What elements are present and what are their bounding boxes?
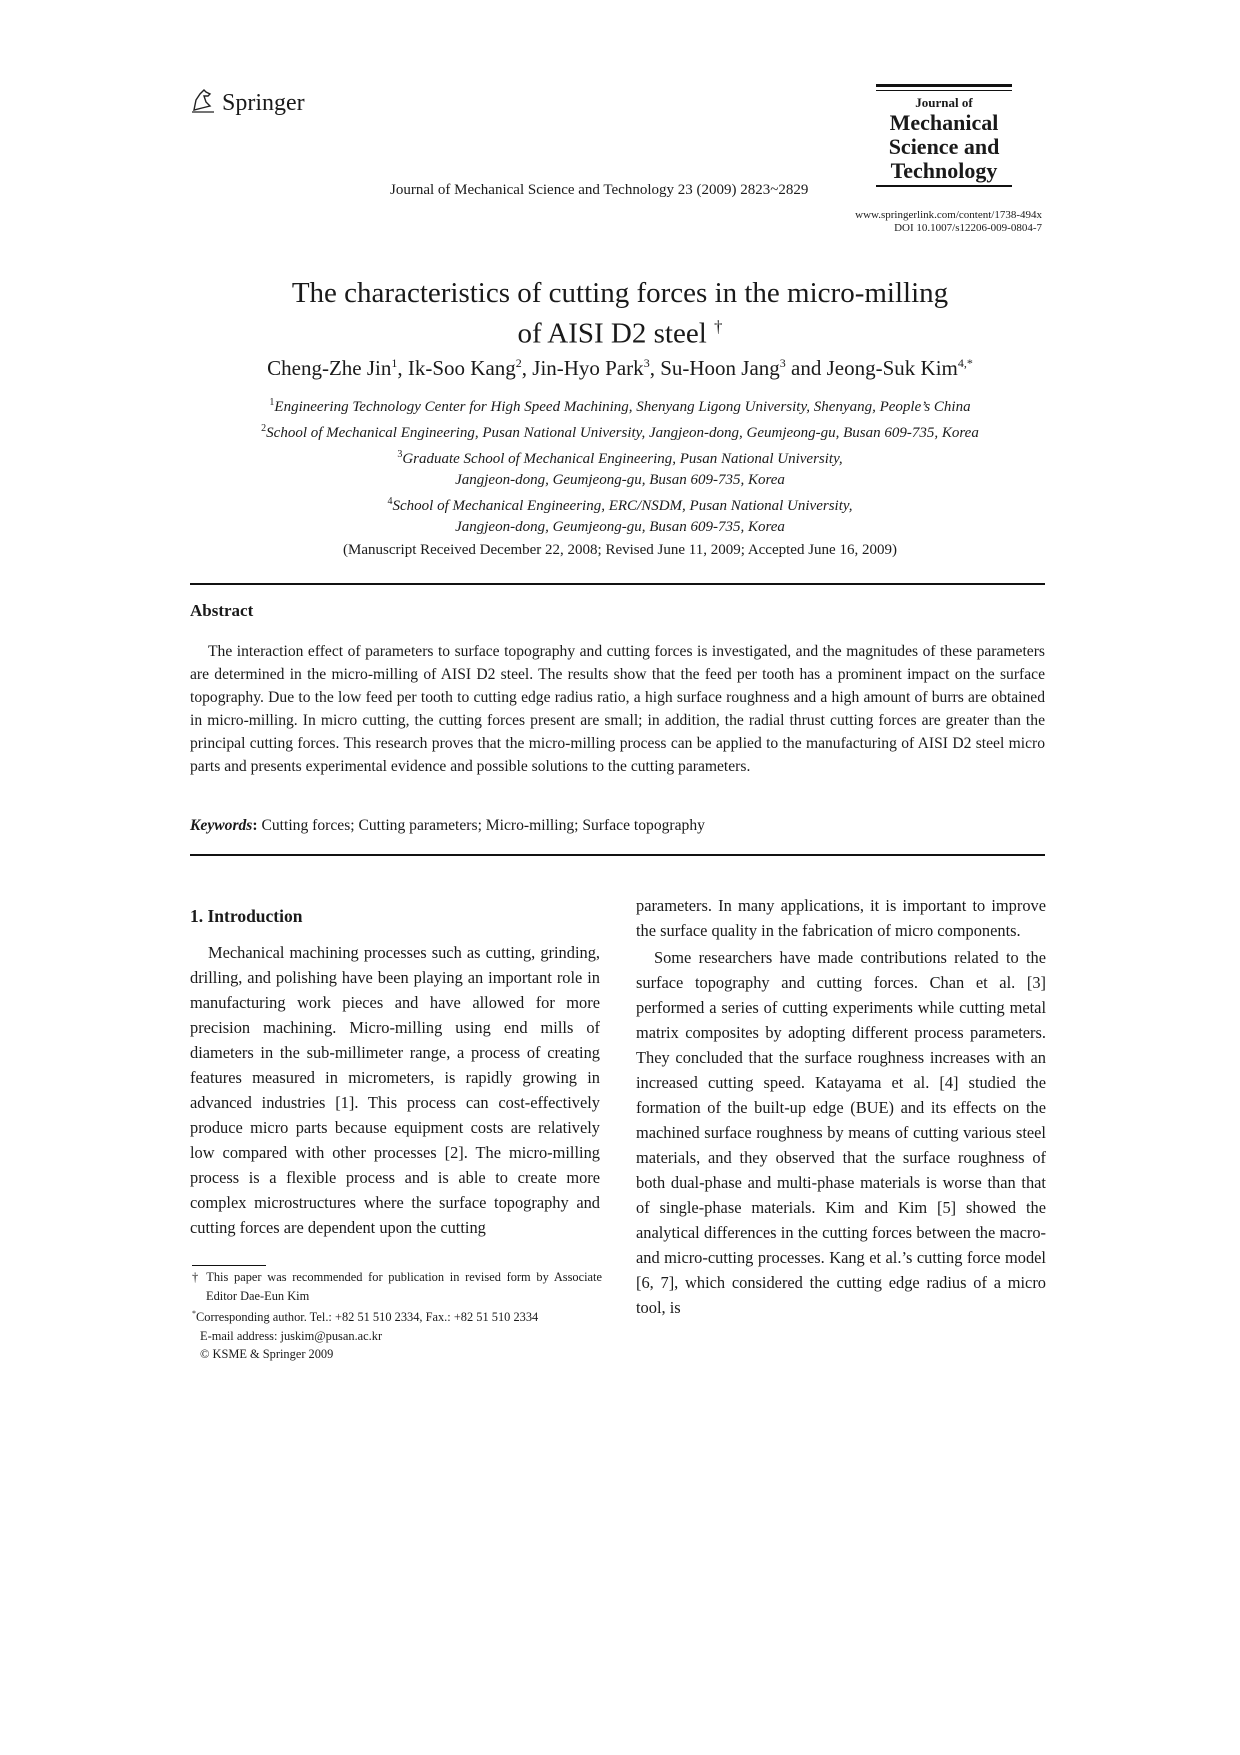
springerlink-url[interactable]: www.springerlink.com/content/1738-494x [855,209,1042,221]
divider-bottom [190,854,1045,856]
affiliation-line [120,392,1120,418]
keywords [190,817,1045,835]
journal-box-line2: Mechanical [889,110,999,135]
journal-box-line1: Journal of [915,95,973,110]
publisher-name: Springer [222,90,305,116]
journal-logo-box [876,84,1012,187]
footnotes [192,1268,602,1364]
affiliation-text: School of Mechanical Engineering, ERC/NSDM, Pusan National University, [392,498,853,514]
article-links [830,209,1042,235]
keywords-text: Cutting forces; Cutting parameters; Micro-milling; Surface topography [257,817,705,834]
body-column-right [636,893,1046,1320]
footnote-divider [192,1265,266,1266]
author-name: Jin-Hyo Park [532,356,644,380]
affiliation-text: Jangjeon-dong, Geumjeong-gu, Busan 609-735, Korea [455,519,785,535]
journal-citation: Journal of Mechanical Science and Technology 23 (2009) 2823~2829 [390,182,809,198]
intro-paragraph-continued: parameters. In many applications, it is important to improve the surface quality in the fabrication of micro components. [636,896,1046,940]
keywords-label: Keywords [190,817,253,834]
journal-box-top-rule-thin [876,90,1012,91]
affiliation-sup: 2 [261,423,267,434]
journal-box-line3: Science and [888,134,1000,159]
abstract-text: The interaction effect of parameters to surface topography and cutting forces is investigated, and the magnitudes of these parameters are determined in the micro-milling of AISI D2 steel. The results show that the feed per tooth has a prominent impact on the surface topography. Due to the low feed per tooth to cutting edge radius ratio, a high surface roughness and a high amount of burrs are obtained in micro-milling. In micro cutting, the cutting forces present are small; in addition, the radial thrust cutting forces are greater than the principal cutting forces. This research proves that the micro-milling process can be applied to the manufacturing of AISI D2 steel micro parts and presents experimental evidence and possible solutions to the cutting parameters. [190,643,1045,775]
author-affil-sup: 2 [515,356,522,370]
footnote-copyright: © KSME & Springer 2009 [200,1347,334,1362]
abstract-heading: Abstract [190,601,254,620]
corresponding-mark: * [192,1309,196,1318]
publisher-logo [190,86,305,121]
affiliation-line [120,444,1120,470]
author-separator: , [649,356,661,380]
manuscript-dates: (Manuscript Received December 22, 2008; Revised June 11, 2009; Accepted June 16, 2009) [343,542,897,558]
footnote-corresponding [192,1305,602,1327]
author-separator: , [397,356,408,380]
keywords-colon: : [252,817,258,834]
intro-paragraph: Mechanical machining processes such as cutting, grinding, drilling, and polishing have been playing an important role in manufacturing work pieces and have allowed for more precision machining. Micro-milling using end mills of diameters in the sub-millimeter range, a process of creating features measured in micrometers, is rapidly growing in advanced industries [1]. This process can cost-effectively produce micro parts because equipment costs are relatively low compared with other processes [2]. The micro-milling process is a flexible process and is able to create more complex microstructures where the surface topography and cutting forces are dependent upon the cutting [190,943,600,1237]
title-line2-text: of AISI D2 steel [517,317,707,350]
author-affil-sup: 1 [391,356,398,370]
affiliation-text: Jangjeon-dong, Geumjeong-gu, Busan 609-735, Korea [455,472,785,488]
journal-box-line4: Technology [890,158,998,183]
springer-horse-icon [190,86,216,121]
affiliation-line [120,517,1120,538]
footnote-email: E-mail address: juskim@pusan.ac.kr [200,1328,383,1343]
author-list [120,356,1120,381]
section-heading-introduction: 1. Introduction [190,906,303,926]
affiliations [120,392,1120,538]
affiliation-text: Graduate School of Mechanical Engineering, Pusan National University, [402,451,843,467]
journal-box-top-rule [876,84,1012,87]
doi[interactable]: DOI 10.1007/s12206-009-0804-7 [894,222,1042,234]
author-name: Cheng-Zhe Jin [267,356,392,380]
intro-paragraph: Some researchers have made contributions related to the surface topography and cutting forces. Chan et al. [3] performed a series of cutting experiments while cutting metal matrix composites by adopting different process parameters. They concluded that the surface roughness increases with an increased cutting speed. Katayama et al. [4] studied the formation of the built-up edge (BUE) and its effects on the machined surface roughness by means of cutting various steel materials, and they observed that the surface roughness of both dual-phase and multi-phase materials is worse than that of single-phase materials. Kim and Kim [5] showed the analytical differences in the cutting forces between the macro- and micro-cutting processes. Kang et al.’s cutting force model [6, 7], which considered the cutting edge radius of a micro tool, is [636,948,1046,1317]
affiliation-line [120,470,1120,491]
affiliation-sup: 1 [269,397,275,408]
author-name: Ik-Soo Kang [407,356,516,380]
paper-title [180,276,1060,351]
affiliation-text: Engineering Technology Center for High Speed Machining, Shenyang Ligong University, Shenyang, People’s China [274,399,971,415]
journal-box-bottom-rule [876,185,1012,187]
title-dagger: † [714,317,723,336]
body-column-left [190,940,600,1240]
author-name: Su-Hoon Jang [660,356,780,380]
affiliation-line [120,418,1120,444]
author-affil-sup: 3 [643,356,650,370]
affiliation-line [120,491,1120,517]
footnote-recommendation: † This paper was recommended for publication in revised form by Associate Editor Dae-Eun Kim [192,1270,602,1303]
affiliation-text: School of Mechanical Engineering, Pusan National University, Jangjeon-dong, Geumjeong-gu, Busan 609-735, Korea [266,425,979,441]
title-line2 [180,310,1060,351]
author-separator: and [785,356,827,380]
title-line1: The characteristics of cutting forces in the micro-milling [291,277,949,309]
corresponding-text: Corresponding author. Tel.: +82 51 510 2334, Fax.: +82 51 510 2334 [196,1310,539,1325]
author-name: Jeong-Suk Kim [826,356,958,380]
divider-top [190,583,1045,585]
affiliation-sup: 4 [387,496,393,507]
author-affil-sup: 4,* [957,356,973,370]
author-affil-sup: 3 [779,356,786,370]
author-separator: , [521,356,533,380]
affiliation-sup: 3 [397,449,403,460]
